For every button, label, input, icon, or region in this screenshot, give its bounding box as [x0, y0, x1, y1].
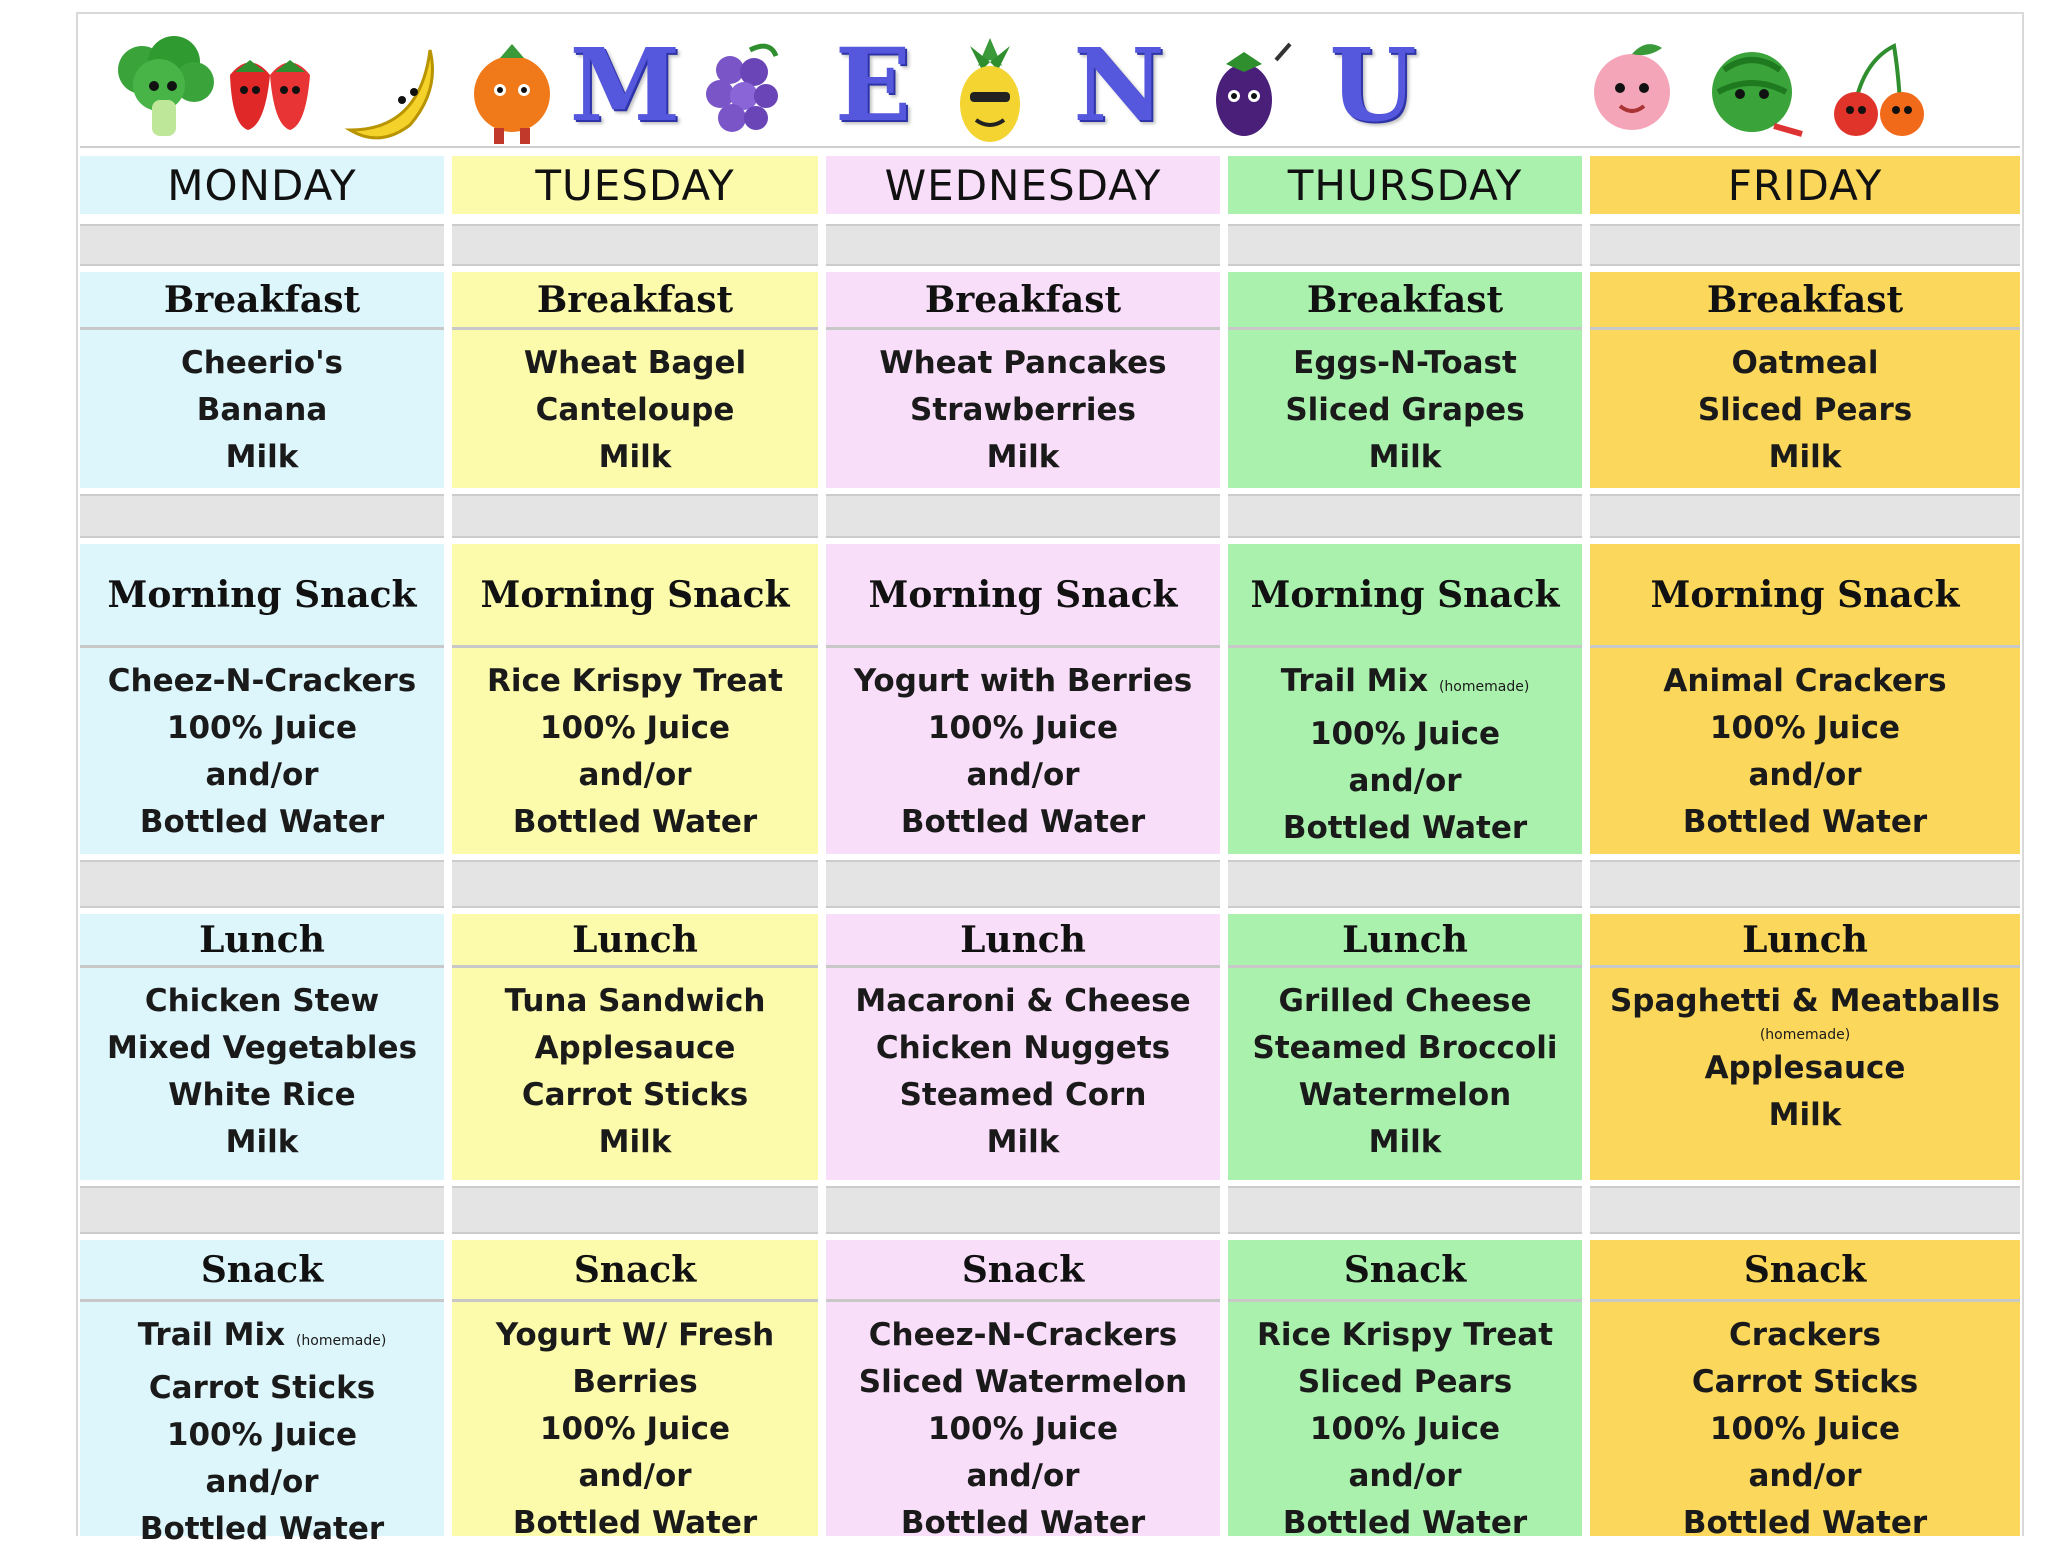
morning-snack-item — [1590, 752, 2020, 799]
item-text: Milk — [1368, 439, 1442, 475]
morning-snack-item — [1228, 658, 1582, 711]
breakfast-item — [80, 387, 444, 434]
snack-item — [826, 1312, 1220, 1359]
lunch-item — [80, 978, 444, 1025]
item-text: Bottled Water — [900, 804, 1146, 840]
item-text: Rice Krispy Treat — [486, 663, 784, 699]
day-header-tuesday: TUESDAY — [452, 156, 818, 214]
snack-items-tuesday — [452, 1302, 818, 1541]
lunch-item — [80, 1072, 444, 1119]
breakfast-item — [452, 387, 818, 434]
item-text: 100% Juice — [539, 1411, 731, 1447]
lunch-item — [452, 1119, 818, 1166]
item-text: 100% Juice — [166, 1417, 358, 1453]
morning-snack-item — [1590, 658, 2020, 705]
snack-item — [826, 1406, 1220, 1453]
item-text: Sliced Watermelon — [858, 1364, 1188, 1400]
item-text: 100% Juice — [927, 1411, 1119, 1447]
breakfast-title-thursday: Breakfast — [1228, 272, 1582, 330]
section-divider — [80, 1186, 2020, 1234]
item-text: 100% Juice — [166, 710, 358, 746]
snack-title-monday: Snack — [80, 1240, 444, 1302]
breakfast-item — [452, 434, 818, 481]
item-text: Carrot Sticks — [148, 1370, 376, 1406]
morning-snack-item — [452, 752, 818, 799]
menu-letter-u: U — [1329, 26, 1417, 144]
snack-item — [1590, 1406, 2020, 1453]
item-text: Bottled Water — [1282, 810, 1528, 846]
item-text: Milk — [598, 1124, 672, 1160]
item-text: Applesauce — [1704, 1050, 1906, 1086]
homemade-note: (homemade) — [1759, 1027, 1851, 1043]
grape-mascot-icon — [680, 30, 800, 150]
item-text: Milk — [1368, 1124, 1442, 1160]
morning-snack-title-monday: Morning Snack — [80, 544, 444, 648]
lunch-items-tuesday — [452, 968, 818, 1180]
snack-title-friday: Snack — [1590, 1240, 2020, 1302]
morning-snack-item — [826, 658, 1220, 705]
snack-item — [80, 1312, 444, 1365]
snack-item — [80, 1506, 444, 1553]
breakfast-item — [80, 434, 444, 481]
lunch-item — [1590, 1092, 2020, 1139]
lunch-title-wednesday: Lunch — [826, 914, 1220, 968]
item-text: Bottled Water — [1282, 1505, 1528, 1541]
lunch-item — [1228, 1072, 1582, 1119]
item-text: and/or — [205, 1464, 319, 1500]
breakfast-items-thursday — [1228, 330, 1582, 488]
snack-item — [80, 1412, 444, 1459]
item-text: and/or — [578, 757, 692, 793]
morning-snack-item — [80, 799, 444, 846]
morning-snack-item — [80, 705, 444, 752]
snack-item — [1228, 1500, 1582, 1547]
item-text: Watermelon — [1298, 1077, 1512, 1113]
eggplant-mascot-icon — [1186, 30, 1306, 150]
snack-item — [1228, 1453, 1582, 1500]
snack-item — [826, 1453, 1220, 1500]
item-text: 100% Juice — [927, 710, 1119, 746]
morning-snack-item — [1228, 758, 1582, 805]
item-text: Milk — [1768, 439, 1842, 475]
column-gutter — [1220, 156, 1228, 1536]
lunch-item — [1590, 978, 2020, 1025]
pineapple-mascot-icon — [930, 30, 1050, 150]
item-text: Eggs-N-Toast — [1293, 345, 1517, 381]
day-header-friday: FRIDAY — [1590, 156, 2020, 214]
lunch-item — [826, 1072, 1220, 1119]
item-text: Milk — [225, 1124, 299, 1160]
item-text: Steamed Broccoli — [1252, 1030, 1558, 1066]
snack-item — [452, 1359, 818, 1406]
item-text: Chicken Stew — [144, 983, 380, 1019]
breakfast-item — [826, 387, 1220, 434]
section-divider — [80, 494, 2020, 538]
breakfast-item — [452, 340, 818, 387]
item-text: 100% Juice — [1309, 716, 1501, 752]
column-gutter — [444, 156, 452, 1536]
lunch-items-friday — [1590, 968, 2020, 1180]
item-text: Bottled Water — [512, 804, 758, 840]
morning-snack-title-tuesday: Morning Snack — [452, 544, 818, 648]
breakfast-item — [1590, 434, 2020, 481]
lunch-title-tuesday: Lunch — [452, 914, 818, 968]
morning-snack-item — [1590, 705, 2020, 752]
breakfast-title-monday: Breakfast — [80, 272, 444, 330]
item-text: Milk — [225, 439, 299, 475]
lunch-item — [452, 1072, 818, 1119]
lunch-item — [452, 978, 818, 1025]
snack-item — [1228, 1406, 1582, 1453]
breakfast-item — [1590, 387, 2020, 434]
day-header-thursday: THURSDAY — [1228, 156, 1582, 214]
item-text: Macaroni & Cheese — [855, 983, 1191, 1019]
item-text: Sliced Pears — [1297, 1364, 1513, 1400]
lunch-items-wednesday — [826, 968, 1220, 1180]
item-text: Cheez-N-Crackers — [107, 663, 417, 699]
breakfast-title-tuesday: Breakfast — [452, 272, 818, 330]
snack-item — [1590, 1359, 2020, 1406]
column-gutter — [818, 156, 826, 1536]
morning-snack-title-friday: Morning Snack — [1590, 544, 2020, 648]
item-text: Wheat Bagel — [523, 345, 747, 381]
snack-title-tuesday: Snack — [452, 1240, 818, 1302]
breakfast-item — [1228, 387, 1582, 434]
lunch-item — [826, 1025, 1220, 1072]
snack-items-friday — [1590, 1302, 2020, 1541]
snack-item — [1590, 1453, 2020, 1500]
breakfast-title-wednesday: Breakfast — [826, 272, 1220, 330]
snack-item — [452, 1312, 818, 1359]
breakfast-items-monday — [80, 330, 444, 488]
menu-letter-m: M — [569, 26, 681, 144]
snack-item — [826, 1500, 1220, 1547]
lunch-title-monday: Lunch — [80, 914, 444, 968]
broccoli-mascot-icon — [104, 30, 224, 150]
item-text: Rice Krispy Treat — [1256, 1317, 1554, 1353]
item-text: Yogurt with Berries — [853, 663, 1193, 699]
column-gutter — [1582, 156, 1590, 1536]
item-text: Cheerio's — [180, 345, 344, 381]
item-text: Tuna Sandwich — [504, 983, 766, 1019]
breakfast-item — [826, 340, 1220, 387]
morning-snack-items-tuesday — [452, 648, 818, 854]
snack-title-wednesday: Snack — [826, 1240, 1220, 1302]
morning-snack-item — [452, 799, 818, 846]
item-text: 100% Juice — [1309, 1411, 1501, 1447]
cherry-mascot-icon — [1816, 30, 1936, 150]
morning-snack-title-thursday: Morning Snack — [1228, 544, 1582, 648]
morning-snack-item — [80, 752, 444, 799]
snack-item — [80, 1365, 444, 1412]
item-text: Steamed Corn — [899, 1077, 1147, 1113]
snack-item — [452, 1453, 818, 1500]
morning-snack-items-thursday — [1228, 648, 1582, 854]
item-text: Chicken Nuggets — [875, 1030, 1171, 1066]
item-text: Oatmeal — [1731, 345, 1879, 381]
breakfast-item — [80, 340, 444, 387]
menu-letter-n: N — [1073, 26, 1165, 144]
morning-snack-item — [826, 799, 1220, 846]
item-text: 100% Juice — [1709, 710, 1901, 746]
morning-snack-item — [452, 705, 818, 752]
item-text: Carrot Sticks — [521, 1077, 749, 1113]
lunch-item — [826, 978, 1220, 1025]
item-text: 100% Juice — [1709, 1411, 1901, 1447]
item-text: Yogurt W/ Fresh — [495, 1317, 775, 1353]
snack-item — [1590, 1500, 2020, 1547]
lunch-item — [80, 1025, 444, 1072]
lunch-items-monday — [80, 968, 444, 1180]
snack-item — [452, 1500, 818, 1547]
lunch-item — [1228, 1119, 1582, 1166]
item-text: and/or — [966, 1458, 1080, 1494]
section-divider — [80, 224, 2020, 266]
snack-item — [1228, 1312, 1582, 1359]
item-text: and/or — [1348, 763, 1462, 799]
lunch-item — [826, 1119, 1220, 1166]
snack-item — [1590, 1312, 2020, 1359]
breakfast-item — [1590, 340, 2020, 387]
item-text: and/or — [1348, 1458, 1462, 1494]
item-text: and/or — [1748, 1458, 1862, 1494]
item-text: and/or — [966, 757, 1080, 793]
morning-snack-item — [826, 752, 1220, 799]
breakfast-items-wednesday — [826, 330, 1220, 488]
breakfast-items-tuesday — [452, 330, 818, 488]
item-text: Berries — [572, 1364, 698, 1400]
morning-snack-items-wednesday — [826, 648, 1220, 854]
lunch-item — [1228, 1025, 1582, 1072]
breakfast-item — [826, 434, 1220, 481]
morning-snack-item — [80, 658, 444, 705]
lunch-item — [80, 1119, 444, 1166]
orange-mascot-icon — [452, 30, 572, 150]
item-text: and/or — [1748, 757, 1862, 793]
morning-snack-items-friday — [1590, 648, 2020, 854]
snack-item — [1228, 1359, 1582, 1406]
lunch-title-friday: Lunch — [1590, 914, 2020, 968]
item-text: 100% Juice — [539, 710, 731, 746]
lunch-items-thursday — [1228, 968, 1582, 1180]
morning-snack-title-wednesday: Morning Snack — [826, 544, 1220, 648]
snack-items-thursday — [1228, 1302, 1582, 1541]
item-text: Cheez-N-Crackers — [868, 1317, 1178, 1353]
morning-snack-item — [452, 658, 818, 705]
item-text: Canteloupe — [535, 392, 735, 428]
breakfast-item — [1228, 434, 1582, 481]
item-text: and/or — [205, 757, 319, 793]
item-text: Bottled Water — [1682, 804, 1928, 840]
menu-letter-e: E — [834, 26, 912, 144]
snack-items-monday — [80, 1302, 444, 1547]
menu-banner — [80, 16, 2020, 148]
lunch-item — [1228, 978, 1582, 1025]
item-text: Spaghetti & Meatballs — [1609, 983, 2001, 1019]
item-text: Milk — [598, 439, 672, 475]
item-text: Mixed Vegetables — [106, 1030, 418, 1066]
morning-snack-item — [826, 705, 1220, 752]
item-text: Bottled Water — [512, 1505, 758, 1541]
item-text: Trail Mix — [1280, 663, 1429, 699]
item-text: Bottled Water — [139, 1511, 385, 1547]
morning-snack-item — [1228, 711, 1582, 758]
item-text: Carrot Sticks — [1691, 1364, 1919, 1400]
breakfast-item — [1228, 340, 1582, 387]
item-text: Milk — [986, 1124, 1060, 1160]
item-text: and/or — [578, 1458, 692, 1494]
item-text: Banana — [196, 392, 328, 428]
morning-snack-item — [1590, 799, 2020, 846]
morning-snack-items-monday — [80, 648, 444, 854]
peach-mascot-icon — [1572, 30, 1692, 150]
item-text: Applesauce — [534, 1030, 736, 1066]
section-divider — [80, 860, 2020, 908]
snack-item — [826, 1359, 1220, 1406]
watermelon-mascot-icon — [1694, 30, 1814, 150]
item-text: Sliced Pears — [1697, 392, 1913, 428]
day-header-monday: MONDAY — [80, 156, 444, 214]
strawberry-mascot-icon — [210, 30, 330, 150]
item-text: Wheat Pancakes — [879, 345, 1167, 381]
item-text: Animal Crackers — [1663, 663, 1947, 699]
item-text: Bottled Water — [1682, 1505, 1928, 1541]
homemade-note: (homemade) — [1438, 679, 1530, 695]
banana-mascot-icon — [330, 30, 450, 150]
item-text: Strawberries — [910, 392, 1136, 428]
breakfast-title-friday: Breakfast — [1590, 272, 2020, 330]
snack-item — [80, 1459, 444, 1506]
item-text: White Rice — [168, 1077, 356, 1113]
snack-title-thursday: Snack — [1228, 1240, 1582, 1302]
item-text: Bottled Water — [139, 804, 385, 840]
lunch-item — [452, 1025, 818, 1072]
item-text: Crackers — [1729, 1317, 1881, 1353]
item-text: Sliced Grapes — [1285, 392, 1525, 428]
item-text: Milk — [1768, 1097, 1842, 1133]
homemade-note: (homemade) — [295, 1333, 387, 1349]
breakfast-items-friday — [1590, 330, 2020, 488]
item-text: Grilled Cheese — [1278, 983, 1532, 1019]
lunch-title-thursday: Lunch — [1228, 914, 1582, 968]
lunch-item — [1590, 1045, 2020, 1092]
snack-items-wednesday — [826, 1302, 1220, 1541]
snack-item — [452, 1406, 818, 1453]
item-text: Trail Mix — [137, 1317, 286, 1353]
morning-snack-item — [1228, 805, 1582, 852]
item-text: Bottled Water — [900, 1505, 1146, 1541]
item-text: Milk — [986, 439, 1060, 475]
day-header-wednesday: WEDNESDAY — [826, 156, 1220, 214]
